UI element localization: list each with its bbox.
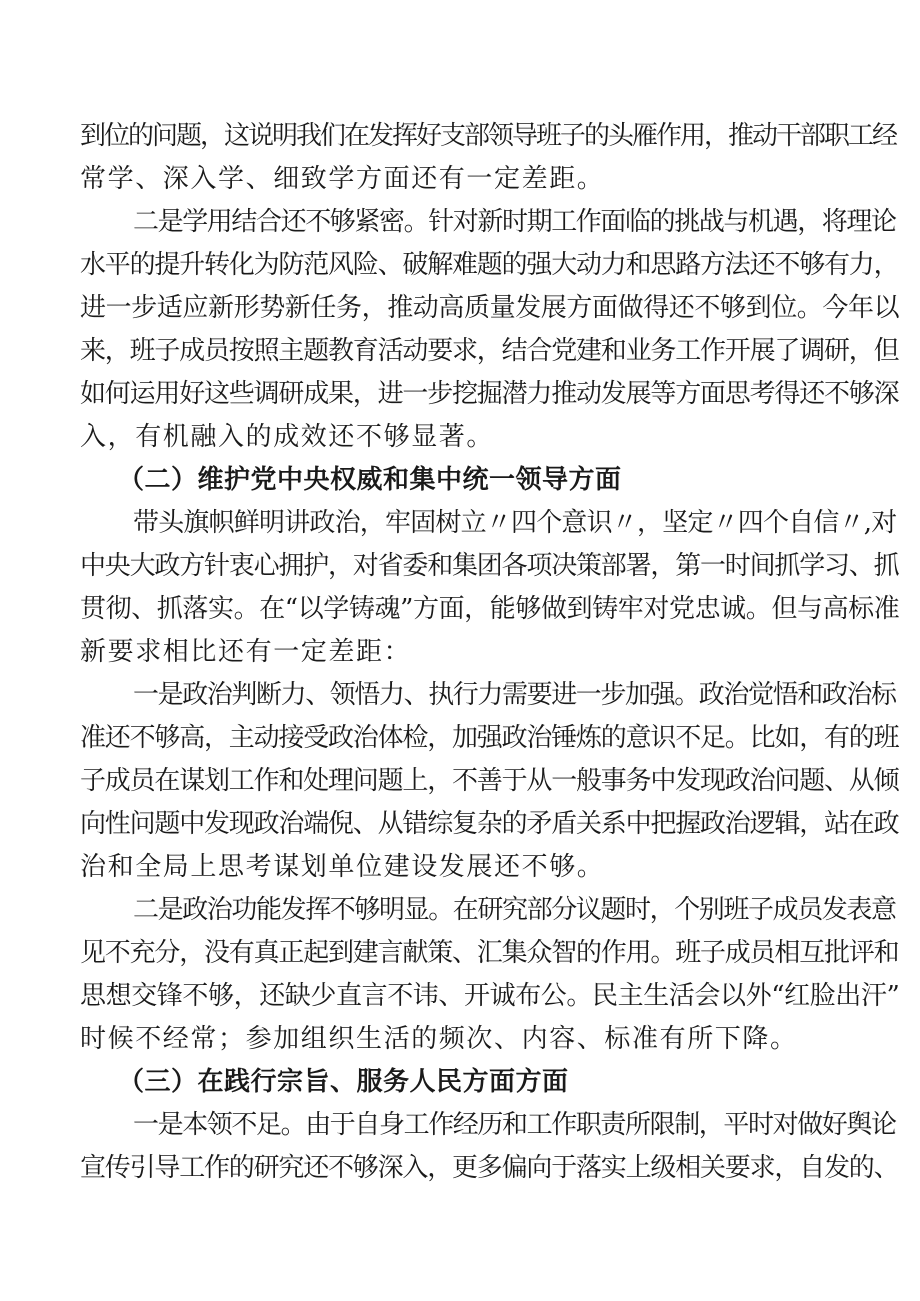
paragraph-line: 思想交锋不够，还缺少直言不讳、开诚布公。民主生活会以外“红脸出汗” <box>80 981 900 1011</box>
paragraph-line: 中央大政方针衷心拥护，对省委和集团各项决策部署，第一时间抓学习、抓 <box>80 551 899 581</box>
paragraph-line: 一是政治判断力、领悟力、执行力需要进一步加强。政治觉悟和政治标 <box>133 680 896 710</box>
paragraph-line: 进一步适应新形势新任务，推动高质量发展方面做得还不够到位。今年以 <box>80 293 900 323</box>
paragraph-line: 如何运用好这些调研成果，进一步挖掘潜力推动发展等方面思考得还不够深 <box>80 379 899 409</box>
paragraph-line: 水平的提升转化为防范风险、破解难题的强大动力和思路方法还不够有力， <box>80 250 899 280</box>
paragraph-line: 入，有机融入的成效还不够显著。 <box>80 422 495 452</box>
paragraph-line: 常学、深入学、细致学方面还有一定差距。 <box>80 164 605 194</box>
paragraph-line: 二是学用结合还不够紧密。针对新时期工作面临的挑战与机遇，将理论 <box>133 207 896 237</box>
paragraph-line: 二是政治功能发挥不够明显。在研究部分议题时，个别班子成员发表意 <box>133 895 896 925</box>
paragraph-line: 向性问题中发现政治端倪、从错综复杂的矛盾关系中把握政治逻辑，站在政 <box>80 809 899 839</box>
paragraph-line: 见不充分，没有真正起到建言献策、汇集众智的作用。班子成员相互批评和 <box>80 938 899 968</box>
paragraph-line: 到位的问题，这说明我们在发挥好支部领导班子的头雁作用，推动干部职工经 <box>80 121 897 151</box>
section-heading-3: （三）在践行宗旨、服务人民方面方面 <box>118 1067 569 1097</box>
paragraph-line: 来，班子成员按照主题教育活动要求，结合党建和业务工作开展了调研，但 <box>80 336 899 366</box>
paragraph-line: 宣传引导工作的研究还不够深入，更多偏向于落实上级相关要求，自发的、 <box>80 1153 899 1183</box>
paragraph-line: 新要求相比还有一定差距： <box>80 637 412 667</box>
paragraph-line: 时候不经常；参加组织生活的频次、内容、标准有所下降。 <box>80 1024 798 1054</box>
paragraph-line: 准还不够高，主动接受政治体检，加强政治锤炼的意识不足。比如，有的班 <box>80 723 899 753</box>
section-heading-2: （二）维护党中央权威和集中统一领导方面 <box>118 465 622 495</box>
paragraph-line: 治和全局上思考谋划单位建设发展还不够。 <box>80 852 605 882</box>
paragraph-line: 带头旗帜鲜明讲政治，牢固树立〃四个意识〃，坚定〃四个自信〃,对 <box>133 508 897 538</box>
paragraph-line: 贯彻、抓落实。在“以学铸魂”方面，能够做到铸牢对党忠诚。但与高标准 <box>80 594 900 624</box>
paragraph-line: 一是本领不足。由于自身工作经历和工作职责所限制，平时对做好舆论 <box>133 1110 896 1140</box>
paragraph-line: 子成员在谋划工作和处理问题上，不善于从一般事务中发现政治问题、从倾 <box>80 766 899 796</box>
